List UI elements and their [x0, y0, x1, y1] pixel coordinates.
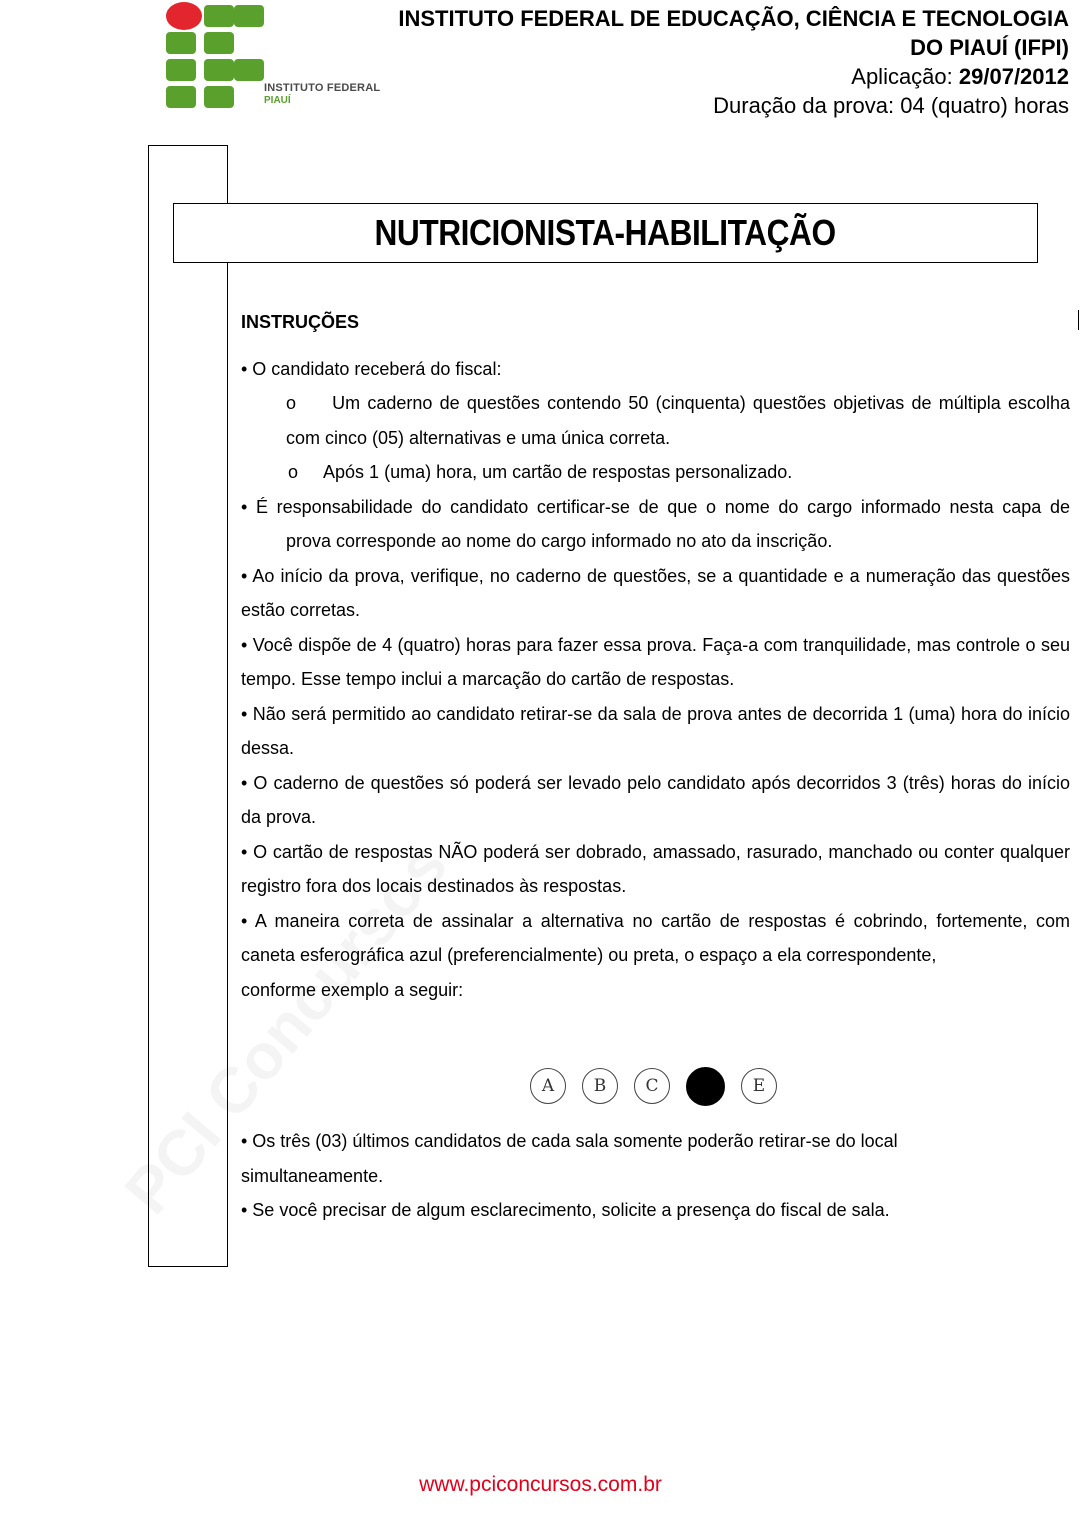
instruction-subitem-cont: com cinco (05) alternativas e uma única correta.: [286, 427, 671, 448]
answer-bubble-b: B: [582, 1068, 618, 1104]
logo-square: [166, 59, 196, 81]
header-block: [389, 4, 1069, 120]
margin-tick: [1078, 310, 1079, 330]
logo-red-dot: [166, 2, 202, 30]
sub-marker: o: [288, 462, 299, 482]
instruction-item: • Ao início da prova, verifique, no caderno de questões, se a quantidade e a numeração das questões estão corretas.: [241, 565, 1070, 620]
instruction-item: • A maneira correta de assinalar a alternativa no cartão de respostas é cobrindo, fortemente, com caneta esferográfica azul (preferencialmente) ou preta, o espaço a ela correspondente,: [241, 910, 1070, 965]
sub-marker: o: [286, 393, 297, 413]
exam-title: NUTRICIONISTA-HABILITAÇÃO: [374, 212, 837, 253]
instruction-item: • Você dispõe de 4 (quatro) horas para fazer essa prova. Faça-a com tranquilidade, mas controle o seu tempo. Esse tempo inclui a marcação do cartão de respostas.: [241, 634, 1070, 689]
instruction-item: • Não será permitido ao candidato retirar-se da sala de prova antes de decorrida 1 (uma) hora do início dessa.: [241, 703, 1070, 758]
instructions: [241, 305, 1070, 1007]
logo-square: [204, 86, 234, 108]
instruction-item-cont: simultaneamente.: [241, 1165, 384, 1186]
answer-example: [530, 1068, 777, 1106]
logo-square: [234, 5, 264, 27]
footer-url[interactable]: www.pciconcursos.com.br: [419, 1473, 662, 1496]
instruction-item: • Se você precisar de algum esclarecimento, solicite a presença do fiscal de sala.: [241, 1200, 890, 1220]
logo-square: [204, 5, 234, 27]
instruction-item: • É responsabilidade do candidato certificar-se de que o nome do cargo informado nesta capa de: [241, 496, 1070, 517]
answer-bubble-c: C: [634, 1068, 670, 1104]
instruction-item: • O caderno de questões só poderá ser levado pelo candidato após decorridos 3 (três) horas do início da prova.: [241, 772, 1070, 827]
sub-text: Após 1 (uma) hora, um cartão de respostas personalizado.: [323, 462, 793, 482]
application-label: Aplicação:: [851, 64, 959, 89]
logo-square: [234, 59, 264, 81]
logo-square: [166, 32, 196, 54]
instruction-subitem: [241, 386, 1070, 421]
logo-square: [204, 32, 234, 54]
instruction-item: • Os três (03) últimos candidatos de cada sala somente poderão retirar-se do local: [241, 1131, 898, 1151]
instruction-item: • O cartão de respostas NÃO poderá ser dobrado, amassado, rasurado, manchado ou conter qualquer registro fora dos locais destinados às respostas.: [241, 841, 1070, 896]
answer-bubble-a: A: [530, 1068, 566, 1104]
instruction-item-cont: conforme exemplo a seguir:: [241, 979, 464, 1000]
sub-text: Um caderno de questões contendo 50 (cinquenta) questões objetivas de múltipla escolha: [332, 393, 1070, 413]
answer-bubble-e: E: [741, 1068, 777, 1104]
instruction-item: • O candidato receberá do fiscal:: [241, 358, 502, 379]
title-box: [173, 203, 1038, 263]
application-date-value: 29/07/2012: [958, 64, 1069, 89]
logo-text-piaui: PIAUÍ: [264, 95, 291, 106]
ifpi-logo: [163, 2, 403, 112]
logo-square: [204, 59, 234, 81]
institution-name: INSTITUTO FEDERAL DE EDUCAÇÃO, CIÊNCIA E TECNOLOGIA DO PIAUÍ (IFPI): [398, 6, 1069, 60]
instructions-continued: [241, 1124, 1070, 1228]
answer-bubble-d-filled: [686, 1067, 725, 1106]
logo-text-instituto: INSTITUTO FEDERAL: [264, 82, 381, 94]
instruction-item-cont: prova corresponde ao nome do cargo informado no ato da inscrição.: [286, 531, 833, 551]
application-date: [389, 62, 1069, 91]
instructions-heading: INSTRUÇÕES: [241, 312, 360, 332]
exam-duration: Duração da prova: 04 (quatro) horas: [713, 93, 1069, 118]
instruction-subitem: [241, 455, 1070, 490]
logo-square: [166, 86, 196, 108]
